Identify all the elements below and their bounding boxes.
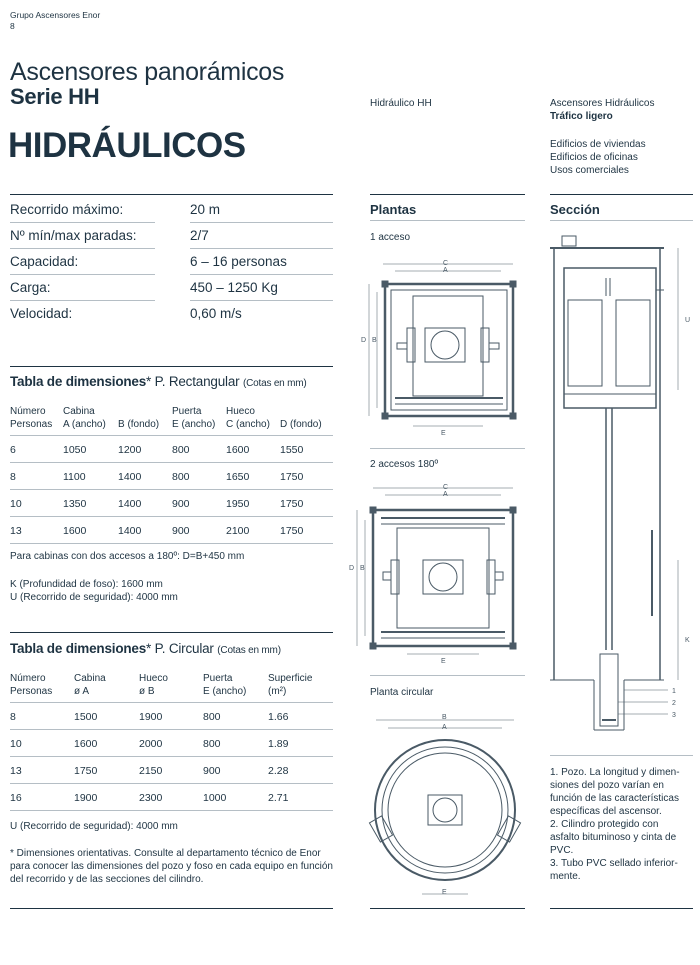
col-header: B (fondo) <box>118 419 160 430</box>
divider <box>10 194 333 195</box>
rect-note: U (Recorrido de seguridad): 4000 mm <box>10 592 178 603</box>
divider <box>550 194 693 195</box>
table-cell: 1650 <box>226 471 250 483</box>
svg-text:B: B <box>372 337 377 344</box>
section-note-line: mente. <box>550 871 581 882</box>
spec-label: Recorrido máximo: <box>10 202 124 217</box>
spec-value: 6 – 16 personas <box>190 254 287 269</box>
svg-text:A: A <box>443 267 448 274</box>
divider <box>550 908 693 909</box>
table-cell: 2.28 <box>268 765 289 777</box>
row-divider <box>10 729 333 730</box>
col-header: Puerta E (ancho) <box>172 406 216 430</box>
row-divider <box>10 516 333 517</box>
section-note-line: función de las características <box>550 793 679 804</box>
table-cell: 1400 <box>118 498 142 510</box>
seccion-heading: Sección <box>550 202 600 217</box>
table-cell: 1200 <box>118 444 142 456</box>
spec-value: 0,60 m/s <box>190 306 242 321</box>
circ-note: U (Recorrido de seguridad): 4000 mm <box>10 821 178 832</box>
section-note-line: específicas del ascensor. <box>550 806 662 817</box>
spec-row <box>10 223 333 249</box>
col-header: D (fondo) <box>280 419 322 430</box>
table-cell: 1400 <box>118 525 142 537</box>
col-header: Cabina A (ancho) <box>63 406 106 430</box>
table-cell: 1900 <box>139 711 163 723</box>
svg-text:D: D <box>361 337 367 344</box>
table-cell: 1750 <box>280 471 304 483</box>
rect-table-title: Tabla de dimensiones* P. Rectangular (Cotas en mm) <box>10 374 307 389</box>
title-line1: Ascensores panorámicos <box>10 58 285 86</box>
table-cell: 8 <box>10 711 16 723</box>
table-cell: 800 <box>203 738 221 750</box>
row-divider <box>10 756 333 757</box>
table-cell: 10 <box>10 498 22 510</box>
row-divider <box>10 810 333 811</box>
table-cell: 800 <box>203 711 221 723</box>
table-cell: 1.66 <box>268 711 289 723</box>
table-cell: 2000 <box>139 738 163 750</box>
use-item: Edificios de viviendas <box>550 139 646 150</box>
footnote: * Dimensiones orientativas. Consulte al departamento técnico de Enor para conocer las dimensiones del pozo y foso en cada equipo en función del recorrido y de las secciones del cilindro. <box>10 848 333 885</box>
table-cell: 10 <box>10 738 22 750</box>
company-name: Grupo Ascensores Enor <box>10 10 101 20</box>
col-header: Hueco C (ancho) <box>226 406 270 430</box>
category-type: Ascensores Hidráulicos <box>550 98 655 109</box>
divider <box>10 908 333 909</box>
svg-text:B: B <box>442 714 447 721</box>
table-cell: 2300 <box>139 792 163 804</box>
spec-label: Capacidad: <box>10 254 79 269</box>
section-drawing <box>540 230 700 750</box>
spec-value: 2/7 <box>190 228 209 243</box>
col-header: Puerta E (ancho) <box>203 673 247 697</box>
table-cell: 1600 <box>226 444 250 456</box>
divider <box>370 194 525 195</box>
floor-plan-1-access <box>355 258 530 438</box>
table-cell: 1000 <box>203 792 227 804</box>
table-cell: 1500 <box>74 711 98 723</box>
spec-row <box>10 301 333 327</box>
use-item: Edificios de oficinas <box>550 152 638 163</box>
product-name: Hidráulico HH <box>370 98 432 109</box>
section-note-line: PVC. <box>550 845 574 856</box>
floor-plan-circular <box>360 710 530 900</box>
table-cell: 1350 <box>63 498 87 510</box>
col-header: Superficie (m²) <box>268 673 313 697</box>
table-cell: 900 <box>172 525 190 537</box>
svg-text:C: C <box>443 484 449 491</box>
circ-table-title: Tabla de dimensiones* P. Circular (Cotas en mm) <box>10 641 281 656</box>
divider <box>370 908 525 909</box>
divider <box>10 632 333 633</box>
svg-text:2: 2 <box>672 700 676 707</box>
svg-text:3: 3 <box>672 712 676 719</box>
title-line2: Serie HH <box>10 84 100 109</box>
col-header: Número Personas <box>10 673 53 697</box>
spec-row <box>10 197 333 223</box>
table-cell: 800 <box>172 471 190 483</box>
table-cell: 900 <box>172 498 190 510</box>
table-cell: 2.71 <box>268 792 289 804</box>
spec-value: 20 m <box>190 202 221 217</box>
section-notes <box>550 766 695 883</box>
section-note-line: 1. Pozo. La longitud y dimen- <box>550 767 680 778</box>
rect-note: K (Profundidad de foso): 1600 mm <box>10 579 163 590</box>
divider <box>10 366 333 367</box>
table-cell: 1050 <box>63 444 87 456</box>
section-note-line: asfalto bituminoso y cinta de <box>550 832 677 843</box>
table-cell: 1600 <box>63 525 87 537</box>
table-cell: 8 <box>10 471 16 483</box>
col-header: Hueco ø B <box>139 673 168 697</box>
table-cell: 800 <box>172 444 190 456</box>
svg-text:E: E <box>442 889 447 896</box>
svg-text:A: A <box>443 491 448 498</box>
svg-text:A: A <box>442 724 447 731</box>
svg-text:D: D <box>349 565 355 572</box>
table-cell: 13 <box>10 765 22 777</box>
caption-planta-circular: Planta circular <box>370 687 434 698</box>
spec-value: 450 – 1250 Kg <box>190 280 278 295</box>
spec-label: Nº mín/max paradas: <box>10 228 137 243</box>
table-cell: 1550 <box>280 444 304 456</box>
col-header: Cabina ø A <box>74 673 106 697</box>
spec-label: Velocidad: <box>10 306 73 321</box>
svg-text:B: B <box>360 565 365 572</box>
plantas-heading: Plantas <box>370 202 417 217</box>
floor-plan-2-access <box>345 482 530 668</box>
table-cell: 900 <box>203 765 221 777</box>
svg-text:E: E <box>441 430 446 437</box>
svg-text:1: 1 <box>672 688 676 695</box>
table-cell: 1900 <box>74 792 98 804</box>
caption-2-accesos: 2 accesos 180º <box>370 459 439 470</box>
svg-text:U: U <box>685 317 691 324</box>
table-cell: 1.89 <box>268 738 289 750</box>
row-divider <box>10 489 333 490</box>
section-note-line: siones del pozo varían en <box>550 780 664 791</box>
section-note-line: 2. Cilindro protegido con <box>550 819 659 830</box>
caption-1-acceso: 1 acceso <box>370 232 411 243</box>
spec-row <box>10 275 333 301</box>
table-cell: 13 <box>10 525 22 537</box>
row-divider <box>10 783 333 784</box>
row-divider <box>10 543 333 544</box>
table-cell: 2100 <box>226 525 250 537</box>
rect-note: Para cabinas con dos accesos a 180º: D=B+450 mm <box>10 551 245 562</box>
use-item: Usos comerciales <box>550 165 629 176</box>
svg-text:E: E <box>441 658 446 665</box>
table-cell: 1750 <box>280 525 304 537</box>
table-cell: 2150 <box>139 765 163 777</box>
table-cell: 1100 <box>63 471 86 483</box>
spec-label: Carga: <box>10 280 51 295</box>
col-header: Número Personas <box>10 406 53 430</box>
table-cell: 6 <box>10 444 16 456</box>
svg-text:K: K <box>685 637 690 644</box>
category-traffic: Tráfico ligero <box>550 111 613 122</box>
spec-row <box>10 249 333 275</box>
page-number: 8 <box>10 21 15 31</box>
table-cell: 16 <box>10 792 22 804</box>
table-cell: 1950 <box>226 498 250 510</box>
section-note-line: 3. Tubo PVC sellado inferior- <box>550 858 678 869</box>
row-divider <box>10 462 333 463</box>
table-cell: 1600 <box>74 738 98 750</box>
table-cell: 1750 <box>280 498 304 510</box>
title-line3: HIDRÁULICOS <box>8 126 246 165</box>
svg-text:C: C <box>443 260 449 267</box>
table-cell: 1750 <box>74 765 98 777</box>
table-cell: 1400 <box>118 471 142 483</box>
